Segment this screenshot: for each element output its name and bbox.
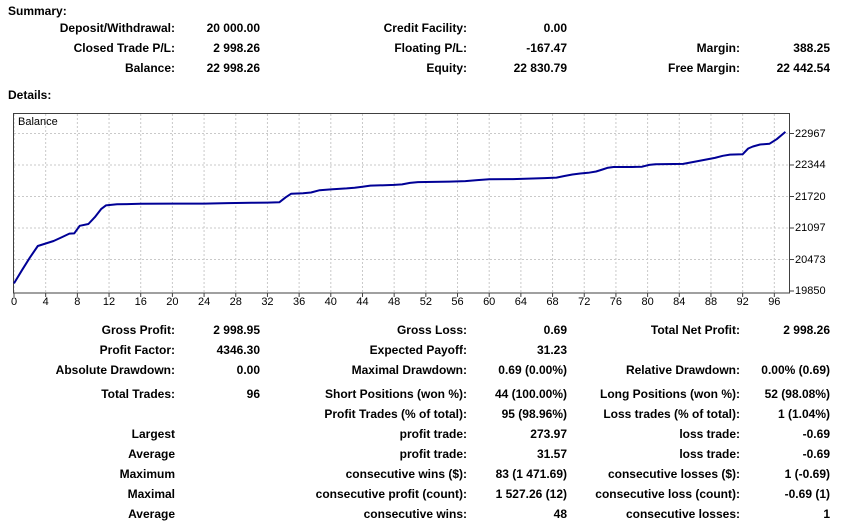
stat-value: 31.23 (536, 343, 567, 357)
x-axis-label: 60 (483, 296, 496, 308)
x-axis-label: 44 (356, 296, 369, 308)
stat-value: 95 (98.96%) (501, 407, 567, 421)
stat-label: Balance: (124, 61, 175, 75)
stat-label: Average (128, 447, 175, 461)
stat-label (567, 18, 740, 38)
balance-chart-plot (13, 113, 795, 299)
x-axis-label: 32 (261, 296, 274, 308)
stat-label (567, 340, 740, 360)
stat-label: Maximal (127, 487, 175, 501)
x-axis-label: 52 (419, 296, 432, 308)
stat-value: 48 (553, 507, 567, 521)
stat-label: Largest (131, 427, 175, 441)
stat-value: 52 (98.08%) (764, 387, 830, 401)
x-axis-label: 80 (641, 296, 654, 308)
y-axis-label: 22344 (795, 158, 826, 171)
stat-label: consecutive losses ($): (607, 467, 740, 481)
stat-value: 273.97 (530, 427, 567, 441)
stat-value: 0.00 (543, 21, 567, 35)
stat-label: Average (128, 507, 175, 521)
x-axis-label: 56 (451, 296, 464, 308)
stat-label: Total Net Profit: (650, 323, 740, 337)
stat-label: Profit Trades (% of total): (324, 407, 467, 421)
stat-label: consecutive wins: (363, 507, 467, 521)
stat-value: 44 (100.00%) (494, 387, 567, 401)
stat-value (175, 444, 260, 464)
stat-value: 20 000.00 (206, 21, 260, 35)
stat-value (740, 18, 830, 38)
balance-chart (0, 113, 848, 313)
stat-value: 2 998.95 (213, 323, 260, 337)
x-axis-label: 68 (546, 296, 559, 308)
stat-label (0, 404, 175, 424)
x-axis-label: 36 (292, 296, 306, 308)
stat-label: Credit Facility: (383, 21, 467, 35)
stat-label: Total Trades: (101, 387, 175, 401)
stat-value (740, 340, 830, 360)
stat-value: -0.69 (1) (784, 487, 830, 501)
x-axis-label: 88 (704, 296, 718, 308)
stat-label: loss trade: (679, 447, 740, 461)
x-axis-label: 40 (324, 296, 337, 308)
stat-value: 1 (823, 507, 830, 521)
x-axis-label: 84 (673, 296, 686, 308)
x-axis-label: 0 (10, 296, 18, 308)
stat-label: Expected Payoff: (369, 343, 467, 357)
x-axis-label: 16 (134, 296, 147, 308)
stat-value: 96 (246, 387, 260, 401)
stat-value: 1 (-0.69) (784, 467, 830, 481)
stat-value (175, 504, 260, 524)
x-axis-label: 28 (229, 296, 242, 308)
stat-label: Margin: (696, 41, 740, 55)
stat-value (175, 464, 260, 484)
stat-value (175, 484, 260, 504)
y-axis-label: 20473 (795, 253, 826, 266)
y-axis-label: 19850 (795, 285, 826, 297)
stat-value: 31.57 (536, 447, 567, 461)
stat-value: 0.69 (543, 323, 567, 337)
y-axis-label: 21097 (795, 221, 826, 234)
stat-label: Free Margin: (667, 61, 740, 75)
stat-value: 4346.30 (216, 343, 260, 357)
stat-label: consecutive profit (count): (315, 487, 467, 501)
x-axis-label: 76 (609, 296, 623, 308)
x-axis-label: 12 (102, 296, 116, 308)
stat-value: 2 998.26 (213, 41, 260, 55)
stat-value: -0.69 (802, 447, 830, 461)
stat-label: Profit Factor: (99, 343, 175, 357)
chart-legend-label: Balance (18, 116, 58, 128)
stat-label: Deposit/Withdrawal: (59, 21, 175, 35)
stat-value: 0.69 (0.00%) (498, 363, 567, 377)
stat-value: -0.69 (802, 427, 830, 441)
stat-label: consecutive loss (count): (595, 487, 740, 501)
balance-curve (14, 132, 785, 284)
stats-grid-results (0, 320, 830, 380)
stat-value: 388.25 (793, 41, 830, 55)
stat-label: Closed Trade P/L: (73, 41, 175, 55)
stat-label: Equity: (426, 61, 467, 75)
stat-value: 22 830.79 (513, 61, 567, 75)
x-axis-label: 20 (166, 296, 179, 308)
x-axis-label: 96 (768, 296, 781, 308)
stat-label: consecutive losses: (625, 507, 740, 521)
y-axis-label: 21720 (795, 190, 826, 203)
stat-label: Relative Drawdown: (625, 363, 740, 377)
x-axis-label: 72 (578, 296, 591, 308)
stat-value: 83 (1 471.69) (495, 467, 567, 481)
stat-label: Floating P/L: (394, 41, 467, 55)
stat-label: Maximum (119, 467, 175, 481)
stat-value: 0.00 (236, 363, 260, 377)
x-axis-label: 24 (197, 296, 211, 308)
stat-label: Short Positions (won %): (325, 387, 467, 401)
stat-value: 2 998.26 (783, 323, 830, 337)
stat-label: Gross Loss: (396, 323, 467, 337)
stat-label: Absolute Drawdown: (55, 363, 175, 377)
stat-label: profit trade: (399, 427, 467, 441)
x-axis-label: 92 (736, 296, 749, 308)
x-axis-label: 4 (42, 296, 49, 308)
stat-label: Maximal Drawdown: (351, 363, 467, 377)
stat-value (175, 424, 260, 444)
y-axis-label: 22967 (795, 127, 826, 140)
stat-label: consecutive wins ($): (345, 467, 467, 481)
stat-value: 1 527.26 (12) (495, 487, 567, 501)
summary-grid (0, 18, 830, 78)
stat-label: loss trade: (679, 427, 740, 441)
stat-value (175, 404, 260, 424)
details-heading: Details: (8, 88, 52, 102)
stat-value: 0.00% (0.69) (761, 363, 830, 377)
stat-label: profit trade: (399, 447, 467, 461)
stat-label: Loss trades (% of total): (603, 407, 740, 421)
summary-heading: Summary: (8, 4, 67, 18)
stat-value: 22 442.54 (776, 61, 830, 75)
x-axis-label: 8 (74, 296, 81, 308)
stat-value: -167.47 (526, 41, 567, 55)
stat-value: 22 998.26 (206, 61, 260, 75)
stat-label: Long Positions (won %): (600, 387, 740, 401)
stat-value: 1 (1.04%) (777, 407, 830, 421)
x-axis-label: 48 (388, 296, 401, 308)
stat-label: Gross Profit: (101, 323, 175, 337)
stats-grid-trades (0, 384, 830, 524)
x-axis-label: 64 (514, 296, 527, 308)
